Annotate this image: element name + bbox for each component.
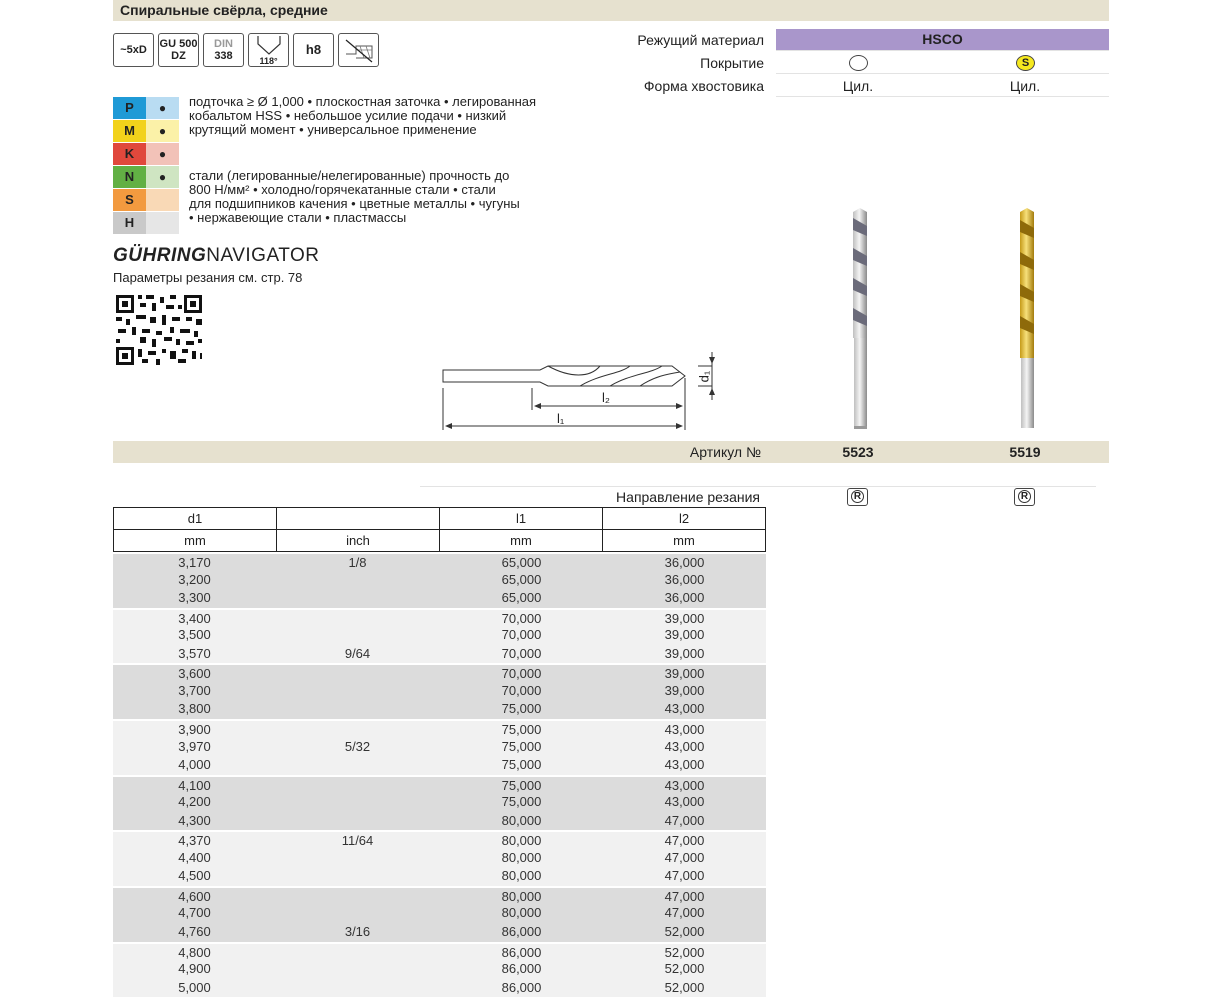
cell-d1: 3,700	[178, 682, 211, 698]
cell-l1: 70,000	[501, 645, 542, 661]
units-row	[114, 530, 766, 552]
coating-none-icon	[849, 55, 868, 71]
divider	[420, 486, 1096, 487]
dim-l1: l₁	[557, 411, 565, 426]
cell-l1: 70,000	[501, 682, 542, 698]
cell-d1: 4,600	[178, 888, 211, 904]
material-letter: S	[113, 189, 146, 211]
gu500-dz-icon	[158, 33, 199, 67]
description-features	[189, 95, 536, 137]
cell-l2: 43,000	[664, 794, 705, 810]
table-row[interactable]	[113, 738, 766, 757]
cell-d1: 4,200	[178, 794, 211, 810]
cell-d1: 4,700	[178, 905, 211, 921]
cell-l1: 75,000	[501, 757, 542, 773]
unit-inch: inch	[277, 530, 440, 552]
logo-product: NAVIGATOR	[206, 245, 320, 266]
table-row[interactable]	[113, 775, 766, 796]
cut-symbol: R	[851, 490, 864, 503]
cell-l1: 70,000	[501, 666, 542, 682]
din-338-icon	[203, 33, 244, 67]
cell-l2: 43,000	[664, 701, 705, 717]
table-row[interactable]	[113, 830, 766, 851]
cell-l2: 52,000	[664, 979, 705, 995]
dim-d1: d₁	[696, 370, 712, 383]
material-letter: P	[113, 97, 146, 119]
table-row[interactable]	[113, 756, 766, 775]
cell-l1: 86,000	[501, 924, 542, 939]
cell-l2: 39,000	[664, 682, 705, 698]
description-line: крутящий момент • универсальное применение	[189, 122, 477, 137]
cell-d1: 4,100	[178, 777, 211, 793]
cell-d1: 4,500	[178, 868, 211, 884]
col-blank	[277, 508, 440, 530]
cell-l2: 47,000	[664, 833, 705, 849]
cell-inch: 3/16	[344, 924, 371, 939]
material-row-p	[113, 97, 179, 119]
cell-l2: 47,000	[664, 849, 705, 865]
no-coolant-graphic	[342, 36, 376, 64]
cell-l1: 75,000	[501, 794, 542, 810]
shank-value-1: Цил.	[842, 78, 874, 94]
coating-label: Покрытие	[700, 55, 764, 71]
table-row[interactable]	[113, 719, 766, 740]
cell-inch: 11/64	[341, 833, 374, 849]
shank-value-2: Цил.	[1009, 78, 1041, 94]
cell-d1: 3,300	[178, 590, 211, 606]
icon-label: 338	[214, 50, 233, 62]
table-row[interactable]	[113, 571, 766, 590]
page-title: Спиральные свёрла, средние	[120, 2, 328, 18]
material-row-n	[113, 166, 179, 188]
cell-inch: 9/64	[344, 645, 371, 661]
table-row[interactable]	[113, 867, 766, 886]
drill-drawing	[440, 348, 725, 443]
right-hand-cut-icon	[847, 488, 868, 506]
table-row[interactable]	[113, 942, 766, 963]
right-hand-cut-icon	[1014, 488, 1035, 506]
table-row[interactable]	[113, 812, 766, 831]
cell-l1: 70,000	[501, 610, 542, 626]
material-dot	[146, 189, 179, 211]
cut-symbol: R	[1018, 490, 1031, 503]
table-row[interactable]	[113, 793, 766, 812]
dimension-table-header	[113, 507, 766, 552]
article-label: Артикул №	[689, 444, 761, 460]
cell-l1: 75,000	[501, 701, 542, 717]
cell-d1: 3,400	[178, 610, 211, 626]
table-row[interactable]	[113, 886, 766, 907]
material-letter: H	[113, 212, 146, 234]
unit-l2: mm	[603, 530, 766, 552]
cell-d1: 5,000	[178, 979, 211, 995]
description-materials	[189, 169, 520, 225]
title-bar	[113, 0, 1109, 21]
cell-d1: 3,170	[178, 555, 211, 570]
material-label: Режущий материал	[637, 32, 764, 48]
cell-l2: 43,000	[664, 777, 705, 793]
cutting-direction-label: Направление резания	[616, 489, 760, 505]
icon-label: DIN	[214, 38, 233, 50]
cell-l1: 80,000	[501, 812, 542, 828]
point-angle-graphic	[254, 36, 284, 56]
tolerance-h8-icon	[293, 33, 334, 67]
table-row[interactable]	[113, 552, 766, 573]
cell-l2: 43,000	[664, 757, 705, 773]
table-row[interactable]	[113, 663, 766, 684]
cell-l2: 43,000	[664, 721, 705, 737]
divider	[776, 50, 1109, 51]
drill-image-5519	[1012, 208, 1042, 435]
cell-d1: 4,900	[178, 961, 211, 977]
material-dot: ●	[146, 97, 179, 119]
material-dot: ●	[146, 166, 179, 188]
table-row[interactable]	[113, 700, 766, 719]
col-l2: l2	[603, 508, 766, 530]
unit-d1: mm	[114, 530, 277, 552]
table-row[interactable]	[113, 682, 766, 701]
cell-l1: 65,000	[501, 555, 542, 570]
cell-l2: 52,000	[664, 924, 705, 939]
icon-label: GU 500	[159, 38, 198, 50]
cell-l1: 75,000	[501, 777, 542, 793]
material-row-k	[113, 143, 179, 165]
no-coolant-icon	[338, 33, 379, 67]
header-row	[114, 508, 766, 530]
qr-code[interactable]	[114, 293, 204, 372]
table-row[interactable]	[113, 979, 766, 998]
cell-l1: 70,000	[501, 627, 542, 643]
cell-l1: 75,000	[501, 738, 542, 754]
cell-l2: 47,000	[664, 888, 705, 904]
cell-l1: 65,000	[501, 590, 542, 606]
shank-label: Форма хвостовика	[643, 78, 764, 94]
material-letter: M	[113, 120, 146, 142]
guhring-navigator-logo	[113, 245, 319, 267]
cell-l1: 80,000	[501, 833, 542, 849]
cell-l1: 80,000	[501, 905, 542, 921]
logo-brand: GÜHRING	[113, 245, 207, 266]
coating-tin-badge: S	[1016, 55, 1035, 71]
table-row[interactable]	[113, 589, 766, 608]
cell-l2: 47,000	[664, 905, 705, 921]
table-row[interactable]	[113, 608, 766, 629]
material-letter: N	[113, 166, 146, 188]
unit-l1: mm	[440, 530, 603, 552]
description-line: для подшипников качения • цветные металлы • чугуны	[189, 196, 520, 211]
cell-l2: 47,000	[664, 812, 705, 828]
material-row-s	[113, 189, 179, 211]
cutting-params-note[interactable]: Параметры резания см. стр. 78	[113, 270, 303, 285]
cell-l2: 43,000	[664, 738, 705, 754]
cell-l2: 47,000	[664, 868, 705, 884]
cell-l1: 86,000	[501, 979, 542, 995]
cell-l2: 36,000	[664, 590, 705, 606]
cell-d1: 3,800	[178, 701, 211, 717]
description-line: стали (легированные/нелегированные) прочность до	[189, 168, 510, 183]
material-row-h	[113, 212, 179, 234]
cell-l1: 65,000	[501, 571, 542, 587]
cell-d1: 3,600	[178, 666, 211, 682]
cell-inch: 5/32	[344, 738, 371, 754]
material-row-m	[113, 120, 179, 142]
material-dot	[146, 212, 179, 234]
cell-d1: 3,200	[178, 571, 211, 587]
dim-l2: l₂	[602, 390, 610, 405]
cell-l2: 39,000	[664, 666, 705, 682]
table-row[interactable]	[113, 645, 766, 664]
material-dot: ●	[146, 120, 179, 142]
cell-l1: 75,000	[501, 721, 542, 737]
cell-l1: 80,000	[501, 868, 542, 884]
cell-d1: 3,570	[178, 645, 211, 661]
point-angle-icon	[248, 33, 289, 67]
description-line: • нержавеющие стали • пластмассы	[189, 210, 407, 225]
cell-l2: 39,000	[664, 610, 705, 626]
cell-inch: 1/8	[348, 555, 367, 570]
col-d1: d1	[114, 508, 277, 530]
article-number-5523[interactable]: 5523	[842, 444, 874, 460]
description-line: подточка ≥ Ø 1,000 • плоскостная заточка • легированная	[189, 94, 537, 109]
cell-l2: 52,000	[664, 961, 705, 977]
divider	[776, 73, 1109, 74]
description-line: кобальтом HSS • небольшое усилие подачи • низкий	[189, 108, 507, 123]
cell-l1: 80,000	[501, 849, 542, 865]
cell-l2: 39,000	[664, 627, 705, 643]
cell-d1: 4,300	[178, 812, 211, 828]
material-dot: ●	[146, 143, 179, 165]
table-row[interactable]	[113, 626, 766, 645]
cell-d1: 4,800	[178, 944, 211, 960]
cell-d1: 4,760	[178, 924, 211, 939]
depth-5xd-icon	[113, 33, 154, 67]
icon-label: ~5xD	[120, 44, 147, 56]
icon-label: 118°	[259, 56, 278, 66]
description-line: 800 Н/мм² • холодно/горячекатанные стали • стали	[189, 182, 496, 197]
material-value: HSCO	[922, 31, 963, 47]
cell-l2: 36,000	[664, 555, 705, 570]
icon-label: DZ	[171, 50, 186, 62]
material-bar	[776, 29, 1109, 50]
icon-label: h8	[305, 42, 322, 57]
cell-l1: 86,000	[501, 944, 542, 960]
cell-d1: 4,000	[178, 757, 211, 773]
table-row[interactable]	[113, 904, 766, 923]
drill-image-5523	[845, 208, 875, 435]
divider	[776, 96, 1109, 97]
cell-l1: 86,000	[501, 961, 542, 977]
material-letter: K	[113, 143, 146, 165]
cell-l1: 80,000	[501, 888, 542, 904]
cell-l2: 36,000	[664, 571, 705, 587]
col-l1: l1	[440, 508, 603, 530]
cell-d1: 3,970	[178, 738, 211, 754]
cell-d1: 3,500	[178, 627, 211, 643]
cell-l2: 39,000	[664, 645, 705, 661]
cell-l2: 52,000	[664, 944, 705, 960]
table-row[interactable]	[113, 923, 766, 942]
cell-d1: 4,370	[178, 833, 211, 849]
cell-d1: 4,400	[178, 849, 211, 865]
cell-d1: 3,900	[178, 721, 211, 737]
article-bar	[113, 441, 1109, 463]
article-number-5519[interactable]: 5519	[1009, 444, 1041, 460]
table-row[interactable]	[113, 849, 766, 868]
table-row[interactable]	[113, 960, 766, 979]
